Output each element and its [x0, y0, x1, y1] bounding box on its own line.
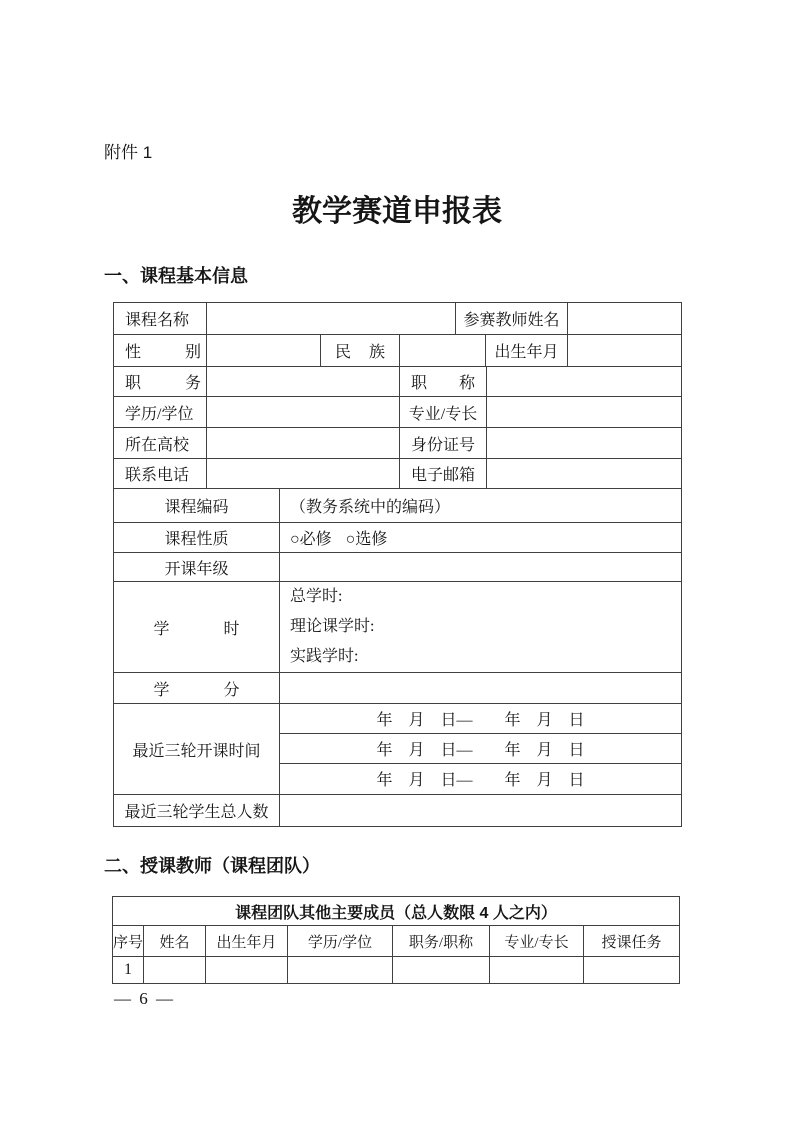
university-value-cell[interactable] [207, 428, 400, 458]
date-range-row-1[interactable]: 年 月 日— 年 月 日 [280, 704, 681, 734]
ethnicity-label: 民族 [321, 335, 400, 366]
team-table-header-row [113, 926, 679, 957]
col-header-birth: 出生年月 [206, 926, 288, 956]
phone-value-cell[interactable] [207, 459, 400, 488]
id-number-value-cell[interactable] [487, 428, 681, 458]
member-index-cell: 1 [113, 957, 144, 983]
table-row [114, 523, 681, 553]
team-member-row [113, 957, 679, 983]
table-row [114, 367, 681, 397]
basic-info-table [113, 302, 682, 827]
recent-students-value-cell[interactable] [280, 795, 681, 826]
member-name-cell[interactable] [144, 957, 206, 983]
member-position-cell[interactable] [393, 957, 490, 983]
page-number: — 6 — [114, 989, 175, 1008]
col-header-specialty: 专业/专长 [490, 926, 584, 956]
section1-heading: 一、课程基本信息 [104, 266, 248, 286]
member-degree-cell[interactable] [288, 957, 393, 983]
title-value-cell[interactable] [487, 367, 681, 396]
col-header-name: 姓名 [144, 926, 206, 956]
team-table-title: 课程团队其他主要成员（总人数限 4 人之内） [235, 904, 557, 922]
course-code-hint: （教务系统中的编码） [290, 499, 451, 516]
recent-rounds-dates-cell [280, 704, 681, 794]
elective-radio-option[interactable]: ○选修 [345, 531, 388, 548]
specialty-value-cell[interactable] [487, 397, 681, 427]
member-birth-cell[interactable] [206, 957, 288, 983]
table-row [114, 673, 681, 704]
course-nature-label: 课程性质 [114, 523, 280, 552]
table-row [114, 428, 681, 459]
course-name-label: 课程名称 [114, 303, 207, 334]
specialty-label: 专业/专长 [400, 397, 487, 427]
email-label: 电子邮箱 [400, 459, 487, 488]
email-value-cell[interactable] [487, 459, 681, 488]
col-header-position: 职务/职称 [393, 926, 490, 956]
col-header-index: 序号 [113, 926, 144, 956]
degree-label: 学历/学位 [114, 397, 207, 427]
course-code-label: 课程编码 [114, 489, 280, 522]
gender-value-cell[interactable] [207, 335, 321, 366]
total-hours-line: 总学时: [290, 588, 343, 605]
ethnicity-value-cell[interactable] [400, 335, 486, 366]
birth-date-label: 出生年月 [486, 335, 568, 366]
table-row [114, 397, 681, 428]
doc-title: 教学赛道申报表 [292, 195, 502, 228]
course-nature-value-cell [280, 523, 681, 552]
credits-value-cell[interactable] [280, 673, 681, 703]
phone-label: 联系电话 [114, 459, 207, 488]
gender-label: 性别 [114, 335, 207, 366]
table-row [114, 704, 681, 795]
table-row [114, 489, 681, 523]
recent-rounds-label: 最近三轮开课时间 [114, 704, 280, 794]
required-radio-option[interactable]: ○必修 [290, 531, 332, 548]
contest-teacher-label: 参赛教师姓名 [456, 303, 568, 334]
practice-hours-line: 实践学时: [290, 648, 359, 665]
date-range-row-3[interactable]: 年 月 日— 年 月 日 [376, 772, 585, 789]
title-label: 职称 [400, 367, 487, 396]
hours-value-cell[interactable] [280, 582, 681, 672]
credits-label: 学分 [114, 673, 280, 703]
position-label: 职务 [114, 367, 207, 396]
attachment-label: 附件 1 [104, 143, 153, 162]
date-range-row-2[interactable]: 年 月 日— 年 月 日 [280, 734, 681, 764]
position-value-cell[interactable] [207, 367, 400, 396]
grade-value-cell[interactable] [280, 553, 681, 581]
grade-label: 开课年级 [114, 553, 280, 581]
id-number-label: 身份证号 [400, 428, 487, 458]
table-row [114, 795, 681, 826]
member-task-cell[interactable] [584, 957, 679, 983]
course-code-value-cell[interactable] [280, 489, 681, 522]
recent-students-label: 最近三轮学生总人数 [114, 795, 280, 826]
hours-label: 学时 [114, 582, 280, 672]
birth-date-value-cell[interactable] [568, 335, 681, 366]
table-row [114, 582, 681, 673]
section2-heading: 二、授课教师（课程团队） [104, 856, 320, 876]
team-table [112, 896, 680, 984]
member-specialty-cell[interactable] [490, 957, 584, 983]
table-row [114, 553, 681, 582]
col-header-degree: 学历/学位 [288, 926, 393, 956]
degree-value-cell[interactable] [207, 397, 400, 427]
contest-teacher-value-cell[interactable] [568, 303, 681, 334]
team-table-title-row [113, 897, 679, 926]
table-row [114, 303, 681, 335]
theory-hours-line: 理论课学时: [290, 618, 375, 635]
table-row [114, 335, 681, 367]
university-label: 所在高校 [114, 428, 207, 458]
table-row [114, 459, 681, 489]
col-header-task: 授课任务 [601, 934, 662, 951]
course-name-value-cell[interactable] [207, 303, 456, 334]
